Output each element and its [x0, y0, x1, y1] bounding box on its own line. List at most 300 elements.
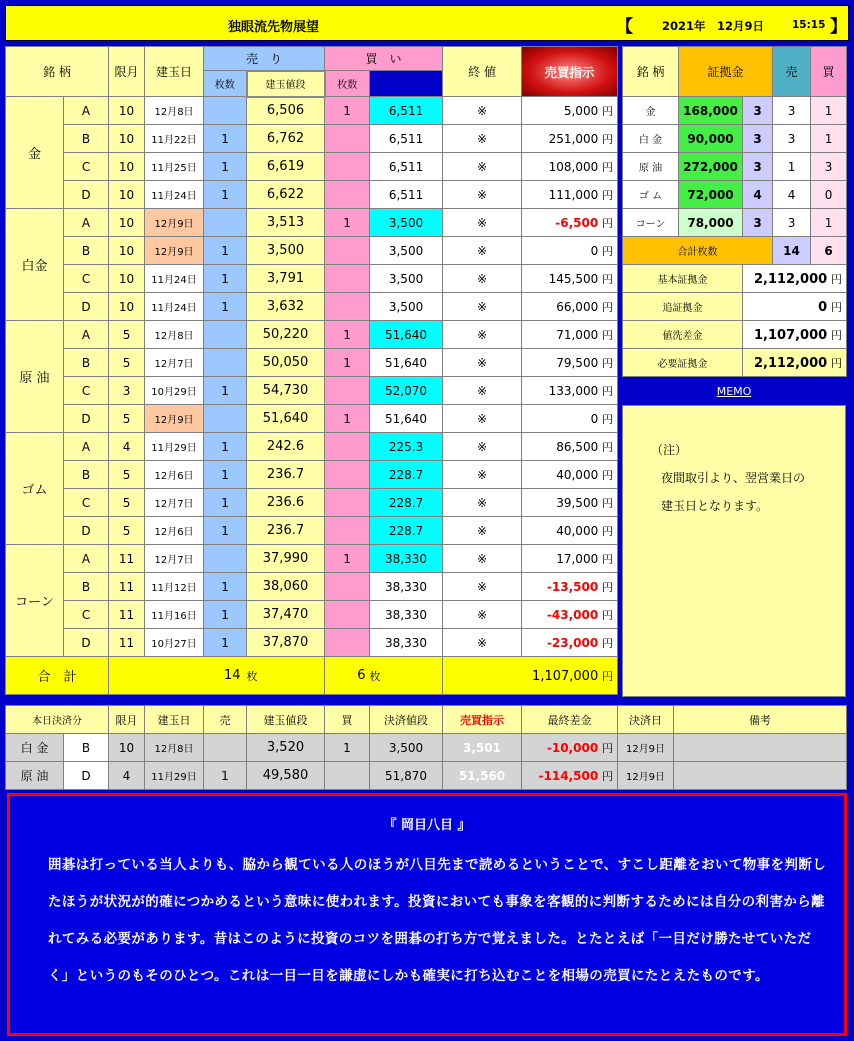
margin-summary-unit: 円	[831, 272, 843, 286]
settle-pnl-cell	[522, 762, 618, 790]
row-pnl-cell	[522, 153, 618, 181]
positions-table	[5, 46, 618, 695]
row-sell-qty: 1	[204, 153, 247, 181]
row-signal-mark: ※	[443, 601, 522, 629]
header-open-date: 建玉日	[145, 47, 204, 97]
row-key: C	[64, 601, 109, 629]
settle-header-final-pnl: 最終差金	[522, 706, 618, 734]
margin-summary-row	[623, 265, 847, 293]
row-sell-qty: 1	[204, 265, 247, 293]
row-month: 10	[109, 153, 145, 181]
row-key: D	[64, 181, 109, 209]
margin-row	[623, 97, 847, 125]
margin-total-row	[623, 237, 847, 265]
row-pnl: 39,500	[556, 495, 599, 510]
row-open-date: 12月9日	[145, 405, 204, 433]
settle-month: 4	[109, 762, 145, 790]
position-row[interactable]	[6, 461, 618, 489]
settle-header-settle-price: 決済値段	[370, 706, 443, 734]
totals-row	[6, 657, 618, 695]
header-open-price: 建玉値段	[247, 71, 325, 97]
row-month: 5	[109, 405, 145, 433]
position-row[interactable]	[6, 97, 618, 125]
settle-buy-qty	[325, 762, 370, 790]
row-month: 11	[109, 629, 145, 657]
row-buy-qty: 1	[325, 405, 370, 433]
margin-total-buy: 6	[811, 237, 847, 265]
header-month: 限月	[109, 47, 145, 97]
row-sell-qty: 1	[204, 517, 247, 545]
row-buy-qty	[325, 237, 370, 265]
row-pnl-unit: 円	[602, 244, 614, 258]
position-row[interactable]	[6, 433, 618, 461]
row-signal-mark: ※	[443, 237, 522, 265]
row-pnl: 111,000	[548, 187, 599, 202]
position-row[interactable]	[6, 629, 618, 657]
row-sell-qty	[204, 349, 247, 377]
settle-header-open-price: 建玉値段	[247, 706, 325, 734]
row-pnl: 40,000	[556, 467, 599, 482]
row-signal-mark: ※	[443, 349, 522, 377]
margin-buy: 1	[811, 209, 847, 237]
row-open-price: 38,060	[247, 573, 325, 601]
row-open-price: 50,050	[247, 349, 325, 377]
row-pnl-cell	[522, 517, 618, 545]
row-pnl-unit: 円	[602, 524, 614, 538]
settle-header-buy: 買	[325, 706, 370, 734]
row-pnl: -13,500	[546, 579, 599, 594]
row-pnl-unit: 円	[602, 160, 614, 174]
row-pnl: 86,500	[556, 439, 599, 454]
settle-header-month: 限月	[109, 706, 145, 734]
margin-table	[622, 46, 847, 377]
settle-sell-qty: 1	[204, 762, 247, 790]
row-pnl: 71,000	[556, 327, 599, 342]
row-month: 11	[109, 573, 145, 601]
header-buy: 買 い	[325, 47, 443, 71]
row-close-price: 225.3	[370, 433, 443, 461]
row-key: D	[64, 629, 109, 657]
row-open-price: 6,622	[247, 181, 325, 209]
row-pnl: 40,000	[556, 523, 599, 538]
margin-summary-row	[623, 293, 847, 321]
row-buy-qty	[325, 125, 370, 153]
margin-rate: 4	[743, 181, 773, 209]
margin-summary-label: 必要証拠金	[623, 349, 743, 377]
margin-summary-value: 0	[818, 299, 828, 315]
margin-summary-value-cell	[743, 265, 847, 293]
row-buy-qty	[325, 265, 370, 293]
row-signal-mark: ※	[443, 125, 522, 153]
row-open-price: 37,990	[247, 545, 325, 573]
row-close-price: 38,330	[370, 629, 443, 657]
margin-sell: 4	[773, 181, 811, 209]
row-open-date: 11月29日	[145, 433, 204, 461]
row-buy-qty	[325, 629, 370, 657]
settle-header-title: 本日決済分	[6, 706, 109, 734]
settle-price: 51,870	[370, 762, 443, 790]
row-open-price: 236.7	[247, 461, 325, 489]
row-pnl-unit: 円	[602, 300, 614, 314]
row-open-date: 11月25日	[145, 153, 204, 181]
row-open-price: 3,500	[247, 237, 325, 265]
row-buy-qty	[325, 573, 370, 601]
row-key: A	[64, 433, 109, 461]
totals-sell-unit-cell	[247, 657, 325, 695]
row-signal-mark: ※	[443, 517, 522, 545]
row-pnl-cell	[522, 629, 618, 657]
position-row[interactable]	[6, 349, 618, 377]
position-row[interactable]	[6, 377, 618, 405]
margin-summary-row	[623, 349, 847, 377]
bracket-close: 】	[830, 17, 847, 37]
row-pnl-unit: 円	[602, 496, 614, 510]
row-signal-mark: ※	[443, 461, 522, 489]
row-pnl: 145,500	[548, 271, 599, 286]
time-display: 15:15	[792, 19, 826, 31]
margin-buy: 0	[811, 181, 847, 209]
row-month: 5	[109, 489, 145, 517]
row-signal-mark: ※	[443, 489, 522, 517]
row-key: D	[64, 405, 109, 433]
row-pnl-cell	[522, 461, 618, 489]
margin-rate: 3	[743, 97, 773, 125]
row-buy-qty	[325, 153, 370, 181]
memo-line-3: 建玉日となります。	[661, 499, 769, 513]
row-open-date: 12月7日	[145, 489, 204, 517]
row-close-price: 52,070	[370, 377, 443, 405]
margin-sell: 3	[773, 97, 811, 125]
header-sell-qty: 枚数	[204, 71, 247, 97]
totals-sell-unit: 枚	[246, 669, 258, 683]
row-open-date: 11月12日	[145, 573, 204, 601]
margin-row	[623, 181, 847, 209]
settle-remarks	[674, 734, 847, 762]
row-close-price: 6,511	[370, 153, 443, 181]
margin-total-sell: 14	[773, 237, 811, 265]
row-buy-qty: 1	[325, 97, 370, 125]
settle-date: 12月9日	[618, 734, 674, 762]
row-open-price: 54,730	[247, 377, 325, 405]
row-pnl-unit: 円	[602, 356, 614, 370]
row-month: 5	[109, 321, 145, 349]
row-buy-qty: 1	[325, 321, 370, 349]
row-pnl: 17,000	[556, 551, 599, 566]
margin-row	[623, 125, 847, 153]
margin-buy: 3	[811, 153, 847, 181]
memo-link[interactable]: MEMO	[716, 385, 752, 398]
row-close-price: 3,500	[370, 265, 443, 293]
row-sell-qty: 1	[204, 377, 247, 405]
margin-amount: 272,000	[679, 153, 743, 181]
row-pnl: -43,000	[546, 607, 599, 622]
row-signal-mark: ※	[443, 153, 522, 181]
position-row[interactable]	[6, 489, 618, 517]
settle-header-open-date: 建玉日	[145, 706, 204, 734]
row-open-date: 12月8日	[145, 321, 204, 349]
row-open-date: 11月22日	[145, 125, 204, 153]
settle-header-signal: 売買指示	[443, 706, 522, 734]
row-pnl-cell	[522, 433, 618, 461]
row-pnl-unit: 円	[602, 412, 614, 426]
row-pnl-unit: 円	[602, 272, 614, 286]
margin-summary-unit: 円	[831, 356, 843, 370]
row-key: A	[64, 321, 109, 349]
row-open-price: 236.7	[247, 517, 325, 545]
settle-open-date: 12月8日	[145, 734, 204, 762]
date-display: 2021年 12月9日	[662, 19, 765, 33]
row-key: B	[64, 573, 109, 601]
margin-header-symbol: 銘 柄	[623, 47, 679, 97]
group-name: 原 油	[6, 321, 64, 433]
row-pnl-unit: 円	[602, 328, 614, 342]
row-pnl-unit: 円	[602, 580, 614, 594]
row-month: 10	[109, 97, 145, 125]
settle-header-sell: 売	[204, 706, 247, 734]
totals-label: 合 計	[6, 657, 109, 695]
row-open-date: 10月27日	[145, 629, 204, 657]
row-key: B	[64, 125, 109, 153]
row-pnl-cell	[522, 237, 618, 265]
row-month: 11	[109, 601, 145, 629]
row-pnl-cell	[522, 125, 618, 153]
settle-header-settle-date: 決済日	[618, 706, 674, 734]
row-close-price: 38,330	[370, 545, 443, 573]
margin-summary-value: 2,112,000	[753, 271, 828, 287]
margin-symbol: 金	[623, 97, 679, 125]
group-name: 白金	[6, 209, 64, 321]
row-close-price: 228.7	[370, 489, 443, 517]
row-pnl-cell	[522, 321, 618, 349]
row-key: D	[64, 293, 109, 321]
settle-header-remarks: 備考	[674, 706, 847, 734]
row-key: D	[64, 517, 109, 545]
totals-pnl-cell	[443, 657, 618, 695]
row-signal-mark: ※	[443, 321, 522, 349]
row-open-date: 11月24日	[145, 181, 204, 209]
totals-buy-cell	[325, 657, 370, 695]
row-pnl-cell	[522, 97, 618, 125]
row-sell-qty	[204, 321, 247, 349]
row-open-date: 12月7日	[145, 545, 204, 573]
row-close-price: 3,500	[370, 237, 443, 265]
row-sell-qty: 1	[204, 461, 247, 489]
margin-rate: 3	[743, 153, 773, 181]
position-row[interactable]	[6, 181, 618, 209]
row-sell-qty	[204, 209, 247, 237]
position-row[interactable]	[6, 209, 618, 237]
row-close-price: 6,511	[370, 181, 443, 209]
header-signal: 売買指示	[522, 47, 618, 97]
group-name: 金	[6, 97, 64, 209]
row-month: 3	[109, 377, 145, 405]
row-pnl-unit: 円	[602, 188, 614, 202]
header-close: 終 値	[443, 47, 522, 97]
row-buy-qty: 1	[325, 545, 370, 573]
margin-summary-unit: 円	[831, 300, 843, 314]
row-key: A	[64, 545, 109, 573]
settle-sell-qty	[204, 734, 247, 762]
group-name: コーン	[6, 545, 64, 657]
row-open-date: 12月7日	[145, 349, 204, 377]
margin-summary-label: 追証拠金	[623, 293, 743, 321]
row-pnl: 66,000	[556, 299, 599, 314]
margin-summary-row	[623, 321, 847, 349]
margin-buy: 1	[811, 125, 847, 153]
row-signal-mark: ※	[443, 181, 522, 209]
position-row[interactable]	[6, 153, 618, 181]
row-open-date: 12月9日	[145, 209, 204, 237]
totals-sell-cell	[109, 657, 247, 695]
row-open-date: 11月24日	[145, 265, 204, 293]
margin-symbol: 白 金	[623, 125, 679, 153]
position-row[interactable]	[6, 321, 618, 349]
row-open-date: 11月16日	[145, 601, 204, 629]
margin-sell: 3	[773, 209, 811, 237]
margin-header-buy: 買	[811, 47, 847, 97]
settle-signal: 51,560	[443, 762, 522, 790]
row-close-price: 51,640	[370, 321, 443, 349]
margin-summary-value-cell	[743, 321, 847, 349]
position-row[interactable]	[6, 573, 618, 601]
memo-line-1: （注）	[651, 443, 688, 457]
row-close-price: 6,511	[370, 125, 443, 153]
row-key: C	[64, 265, 109, 293]
position-row[interactable]	[6, 601, 618, 629]
margin-amount: 168,000	[679, 97, 743, 125]
row-signal-mark: ※	[443, 97, 522, 125]
row-open-price: 3,791	[247, 265, 325, 293]
totals-pnl: 1,107,000	[532, 668, 599, 684]
totals-buy-unit: 枚	[369, 669, 381, 683]
position-row[interactable]	[6, 125, 618, 153]
row-pnl-unit: 円	[602, 552, 614, 566]
row-key: B	[64, 237, 109, 265]
header-buy-qty: 枚数	[325, 71, 370, 97]
row-sell-qty: 1	[204, 489, 247, 517]
settle-pnl: -10,000	[546, 740, 599, 755]
row-open-price: 50,220	[247, 321, 325, 349]
row-buy-qty	[325, 489, 370, 517]
row-pnl-cell	[522, 601, 618, 629]
row-month: 5	[109, 461, 145, 489]
totals-sell-qty: 14	[223, 668, 241, 683]
row-close-price: 6,511	[370, 97, 443, 125]
row-sell-qty: 1	[204, 125, 247, 153]
row-key: A	[64, 97, 109, 125]
margin-rate: 3	[743, 209, 773, 237]
position-row[interactable]	[6, 293, 618, 321]
row-pnl-unit: 円	[602, 468, 614, 482]
bracket-open: 【	[616, 17, 633, 37]
row-buy-qty: 1	[325, 209, 370, 237]
settlement-row[interactable]	[6, 762, 847, 790]
row-month: 10	[109, 125, 145, 153]
row-month: 4	[109, 433, 145, 461]
row-pnl: 0	[590, 243, 599, 258]
row-pnl: -6,500	[555, 215, 599, 230]
row-key: A	[64, 209, 109, 237]
row-sell-qty	[204, 97, 247, 125]
settle-signal: 3,501	[443, 734, 522, 762]
row-pnl-cell	[522, 489, 618, 517]
margin-sell: 1	[773, 153, 811, 181]
row-pnl-unit: 円	[602, 440, 614, 454]
row-close-price: 228.7	[370, 517, 443, 545]
position-row[interactable]	[6, 237, 618, 265]
row-pnl-cell	[522, 573, 618, 601]
row-sell-qty	[204, 545, 247, 573]
position-row[interactable]	[6, 517, 618, 545]
row-pnl-unit: 円	[602, 132, 614, 146]
margin-row	[623, 153, 847, 181]
row-close-price: 51,640	[370, 349, 443, 377]
settlement-table	[5, 705, 847, 790]
row-key: C	[64, 153, 109, 181]
memo-box	[622, 405, 846, 697]
row-open-date: 11月24日	[145, 293, 204, 321]
margin-buy: 1	[811, 97, 847, 125]
row-open-price: 51,640	[247, 405, 325, 433]
margin-header-margin: 証拠金	[679, 47, 773, 97]
position-row[interactable]	[6, 405, 618, 433]
row-pnl-unit: 円	[602, 216, 614, 230]
row-buy-qty	[325, 293, 370, 321]
row-sell-qty	[204, 405, 247, 433]
settle-open-price: 3,520	[247, 734, 325, 762]
row-signal-mark: ※	[443, 405, 522, 433]
row-pnl: 133,000	[548, 383, 599, 398]
margin-symbol: ゴ ム	[623, 181, 679, 209]
group-name: ゴム	[6, 433, 64, 545]
margin-summary-label: 基本証拠金	[623, 265, 743, 293]
row-pnl-cell	[522, 349, 618, 377]
page-title: 独眼流先物展望	[228, 20, 320, 35]
settlement-row[interactable]	[6, 734, 847, 762]
header-symbol: 銘 柄	[6, 47, 109, 97]
row-month: 10	[109, 209, 145, 237]
row-key: B	[64, 349, 109, 377]
row-buy-qty	[325, 377, 370, 405]
row-signal-mark: ※	[443, 629, 522, 657]
row-open-date: 12月9日	[145, 237, 204, 265]
note-panel	[7, 793, 847, 1036]
margin-summary-value-cell	[743, 349, 847, 377]
margin-total-label: 合計枚数	[623, 237, 773, 265]
margin-summary-value: 1,107,000	[753, 327, 828, 343]
row-pnl: 79,500	[556, 355, 599, 370]
title-bar	[5, 5, 849, 41]
position-row[interactable]	[6, 545, 618, 573]
row-open-price: 3,513	[247, 209, 325, 237]
row-sell-qty: 1	[204, 629, 247, 657]
row-buy-qty	[325, 461, 370, 489]
settle-pnl-cell	[522, 734, 618, 762]
margin-symbol: コーン	[623, 209, 679, 237]
margin-amount: 72,000	[679, 181, 743, 209]
position-row[interactable]	[6, 265, 618, 293]
settle-open-date: 11月29日	[145, 762, 204, 790]
row-sell-qty: 1	[204, 237, 247, 265]
margin-rate: 3	[743, 125, 773, 153]
row-pnl-cell	[522, 209, 618, 237]
margin-symbol: 原 油	[623, 153, 679, 181]
row-month: 10	[109, 293, 145, 321]
row-pnl-cell	[522, 181, 618, 209]
memo-line-2: 夜間取引より、翌営業日の	[661, 471, 806, 485]
margin-header-sell: 売	[773, 47, 811, 97]
row-signal-mark: ※	[443, 293, 522, 321]
